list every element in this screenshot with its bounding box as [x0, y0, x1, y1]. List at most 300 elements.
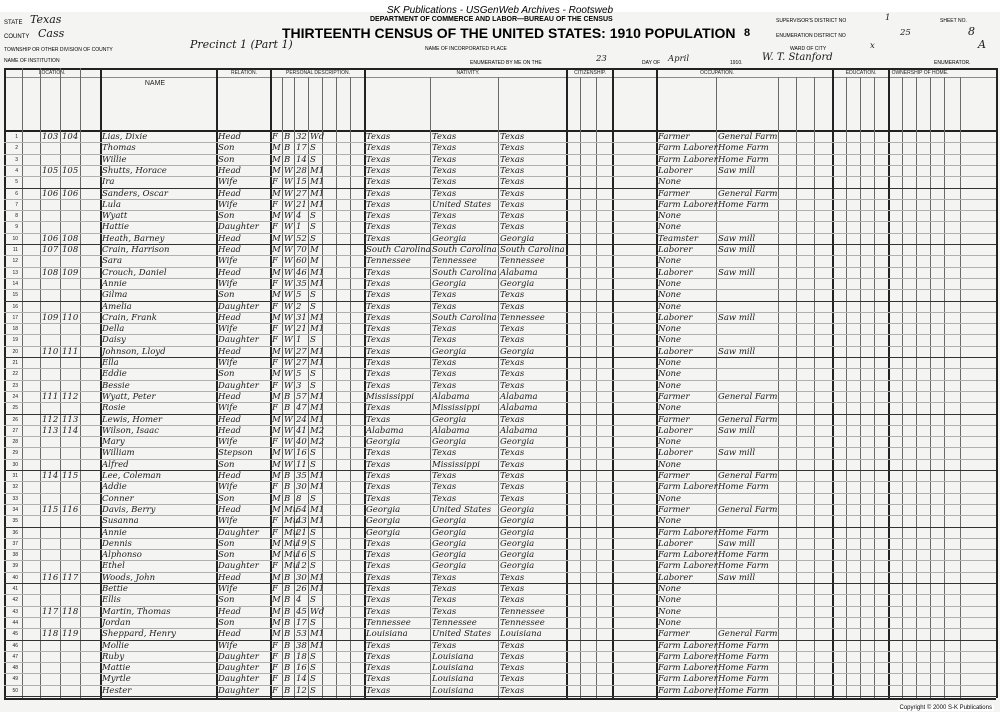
occupation: Farmer — [658, 391, 690, 402]
line-number: 28 — [12, 439, 18, 446]
father-birthplace: Georgia — [432, 437, 467, 448]
age: 60 — [296, 256, 307, 267]
sex: M — [272, 493, 281, 504]
age: 11 — [296, 459, 307, 470]
occupation: Farmer — [658, 471, 690, 481]
relation: Head — [218, 629, 241, 640]
father-birthplace: United States — [432, 629, 492, 640]
age: 26 — [296, 584, 307, 594]
marital-status: S — [310, 335, 316, 346]
mother-birthplace: Texas — [500, 301, 525, 312]
marital-status: S — [310, 369, 316, 380]
mother-birthplace: Texas — [500, 165, 525, 176]
age: 1 — [296, 335, 302, 346]
occupation: None — [658, 595, 682, 606]
industry: Home Farm — [718, 527, 769, 538]
enumerator-name: W. T. Stanford — [762, 52, 833, 63]
birthplace: Georgia — [366, 527, 401, 538]
sex: F — [272, 663, 278, 674]
father-birthplace: Texas — [432, 301, 457, 312]
enumerated-label: ENUMERATED BY ME ON THE — [470, 60, 542, 66]
age: 16 — [296, 550, 307, 561]
dwelling-number: 114 — [42, 471, 59, 481]
marital-status: M1 — [310, 629, 325, 640]
family-number: 114 — [62, 425, 79, 436]
person-name: Hattie — [102, 222, 130, 233]
industry: General Farm — [718, 132, 778, 142]
father-birthplace: Tennessee — [432, 617, 477, 628]
dwelling-number: 106 — [42, 188, 59, 199]
department-heading: DEPARTMENT OF COMMERCE AND LABOR—BUREAU OF THE CENSUS — [370, 16, 613, 23]
marital-status: M1 — [310, 267, 325, 278]
age: 5 — [296, 369, 302, 380]
line-number: 5 — [15, 179, 18, 186]
occupation: Farm Laborer — [658, 199, 718, 210]
age: 8 — [296, 493, 302, 504]
age: 70 — [296, 245, 307, 255]
occupation: Laborer — [658, 425, 693, 436]
mother-birthplace: Texas — [500, 493, 525, 504]
dwelling-number: 111 — [42, 391, 59, 402]
birthplace: Texas — [366, 143, 391, 154]
line-number: 39 — [12, 563, 18, 570]
line-number: 8 — [15, 213, 18, 220]
marital-status: M1 — [310, 504, 325, 515]
birthplace: Tennessee — [366, 617, 411, 628]
race: B — [284, 674, 291, 685]
mother-birthplace: Texas — [500, 154, 525, 165]
sex: F — [272, 132, 278, 142]
dwelling-number: 117 — [42, 606, 59, 617]
mother-birthplace: Tennessee — [500, 617, 545, 628]
line-number: 13 — [12, 269, 18, 276]
sex: F — [272, 516, 278, 527]
enumerated-month: April — [668, 54, 690, 64]
marital-status: S — [310, 550, 316, 561]
birthplace: Texas — [366, 663, 391, 674]
age: 32 — [296, 132, 307, 142]
marital-status: M1 — [310, 572, 325, 583]
marital-status: M1 — [310, 312, 325, 323]
mother-birthplace: Georgia — [500, 233, 535, 244]
enumerated-day: 23 — [596, 54, 607, 64]
occupation: Farmer — [658, 629, 690, 640]
family-number: 104 — [62, 132, 79, 142]
person-name: Annie — [102, 278, 127, 289]
race: W — [284, 346, 293, 357]
line-number: 20 — [12, 348, 18, 355]
occupation: Farm Laborer — [658, 482, 718, 493]
relation: Son — [218, 211, 235, 222]
birthplace: Texas — [366, 132, 391, 142]
copyright-footer: Copyright © 2000 S-K Publications — [899, 705, 992, 711]
sex: M — [272, 369, 281, 380]
relation: Son — [218, 290, 235, 301]
age: 1 — [296, 222, 302, 233]
line-number: 33 — [12, 495, 18, 502]
industry: Saw mill — [718, 538, 756, 549]
line-number: 7 — [15, 201, 18, 208]
father-birthplace: Texas — [432, 188, 457, 199]
race: Mu — [284, 516, 299, 527]
archive-banner — [0, 0, 1000, 16]
age: 46 — [296, 267, 307, 278]
marital-status: Wd — [310, 132, 325, 142]
person-name: Addie — [102, 482, 127, 493]
father-birthplace: Louisiana — [432, 663, 474, 674]
race: Mu — [284, 504, 299, 515]
race: B — [284, 629, 291, 640]
birthplace: Texas — [366, 358, 391, 368]
relation: Daughter — [218, 674, 259, 685]
person-name: Eddie — [102, 369, 127, 380]
line-number: 23 — [12, 382, 18, 389]
age: 21 — [296, 199, 307, 210]
age: 57 — [296, 391, 307, 402]
marital-status: S — [310, 301, 316, 312]
birthplace: Texas — [366, 538, 391, 549]
mother-birthplace: Texas — [500, 584, 525, 594]
father-birthplace: South Carolina — [432, 267, 497, 278]
industry: Saw mill — [718, 312, 756, 323]
marital-status: S — [310, 595, 316, 606]
location-head: LOCATION. — [38, 70, 66, 76]
age: 4 — [296, 211, 302, 222]
occupation: None — [658, 617, 682, 628]
birthplace: Texas — [366, 640, 391, 651]
relation-head: RELATION. — [230, 70, 258, 76]
mother-birthplace: Texas — [500, 358, 525, 368]
marital-status: S — [310, 651, 316, 662]
relation: Daughter — [218, 380, 259, 391]
occupation: Farm Laborer — [658, 143, 718, 154]
marital-status: S — [310, 538, 316, 549]
occupation: Laborer — [658, 312, 693, 323]
birthplace: Texas — [366, 335, 391, 346]
occupation: None — [658, 403, 682, 414]
marital-status: M1 — [310, 414, 325, 425]
person-name: Thomas — [102, 143, 136, 154]
marital-status: S — [310, 380, 316, 391]
sex: M — [272, 606, 281, 617]
person-name: Gilma — [102, 290, 128, 301]
line-number: 34 — [12, 506, 18, 513]
sex: M — [272, 617, 281, 628]
mother-birthplace: Texas — [500, 335, 525, 346]
birthplace: Texas — [366, 674, 391, 685]
person-name: Bettie — [102, 584, 128, 594]
mother-birthplace: Texas — [500, 471, 525, 481]
father-birthplace: Texas — [432, 324, 457, 335]
birthplace: Texas — [366, 267, 391, 278]
mother-birthplace: Georgia — [500, 504, 535, 515]
dwelling-number: 107 — [42, 245, 59, 255]
age: 27 — [296, 188, 307, 199]
age: 5 — [296, 290, 302, 301]
person-name: Dennis — [102, 538, 132, 549]
occupation: Farm Laborer — [658, 561, 718, 572]
mother-birthplace: Texas — [500, 143, 525, 154]
marital-status: Wd — [310, 606, 325, 617]
marital-status: S — [310, 222, 316, 233]
occupation: Farm Laborer — [658, 685, 718, 696]
age: 17 — [296, 143, 307, 154]
mother-birthplace: Georgia — [500, 550, 535, 561]
marital-status: M1 — [310, 391, 325, 402]
race: B — [284, 132, 291, 142]
person-name: Ellis — [102, 595, 121, 606]
marital-status: S — [310, 233, 316, 244]
mother-birthplace: Texas — [500, 132, 525, 142]
sex: M — [272, 346, 281, 357]
industry: Home Farm — [718, 685, 769, 696]
occupation: Laborer — [658, 572, 693, 583]
race: B — [284, 584, 291, 594]
father-birthplace: Georgia — [432, 516, 467, 527]
line-number: 50 — [12, 687, 18, 694]
sex: F — [272, 222, 278, 233]
industry: Home Farm — [718, 561, 769, 572]
occupation: Laborer — [658, 346, 693, 357]
person-name: William — [102, 448, 135, 459]
marital-status: M1 — [310, 177, 325, 188]
sex: F — [272, 380, 278, 391]
birthplace: Alabama — [366, 425, 404, 436]
sex: F — [272, 358, 278, 368]
ed-label: ENUMERATION DISTRICT NO — [776, 33, 846, 39]
age: 40 — [296, 437, 307, 448]
race: W — [284, 369, 293, 380]
race: W — [284, 380, 293, 391]
age: 16 — [296, 448, 307, 459]
line-number: 25 — [12, 405, 18, 412]
mother-birthplace: Texas — [500, 177, 525, 188]
line-number: 36 — [12, 529, 18, 536]
occupation-head: OCCUPATION. — [700, 70, 734, 76]
marital-status: M1 — [310, 199, 325, 210]
race: W — [284, 256, 293, 267]
sex: M — [272, 425, 281, 436]
race: W — [284, 188, 293, 199]
person-name: Davis, Berry — [102, 504, 156, 515]
occupation: Farmer — [658, 504, 690, 515]
sex: M — [272, 233, 281, 244]
marital-status: M1 — [310, 482, 325, 493]
sex: M — [272, 471, 281, 481]
mother-birthplace: Texas — [500, 199, 525, 210]
birthplace: South Carolina — [366, 245, 431, 255]
person-name: Myrtle — [102, 674, 131, 685]
sex: M — [272, 312, 281, 323]
birthplace: Texas — [366, 177, 391, 188]
family-number: 106 — [62, 188, 79, 199]
occupation: None — [658, 380, 682, 391]
father-birthplace: Mississippi — [432, 403, 480, 414]
father-birthplace: Texas — [432, 335, 457, 346]
father-birthplace: Texas — [432, 222, 457, 233]
person-name: Conner — [102, 493, 134, 504]
sex: F — [272, 324, 278, 335]
mother-birthplace: Texas — [500, 651, 525, 662]
age: 15 — [296, 177, 307, 188]
mother-birthplace: Texas — [500, 222, 525, 233]
birthplace: Texas — [366, 312, 391, 323]
sex: M — [272, 188, 281, 199]
race: W — [284, 425, 293, 436]
person-name: Sanders, Oscar — [102, 188, 168, 199]
marital-status: S — [310, 685, 316, 696]
family-number: 119 — [62, 629, 79, 640]
line-number: 4 — [15, 167, 18, 174]
family-number: 111 — [62, 346, 79, 357]
age: 53 — [296, 629, 307, 640]
family-number: 108 — [62, 245, 79, 255]
sex: F — [272, 561, 278, 572]
line-number: 41 — [12, 586, 18, 592]
race: W — [284, 312, 293, 323]
sex: M — [272, 211, 281, 222]
race: B — [284, 391, 291, 402]
relation: Wife — [218, 278, 238, 289]
nativity-head: NATIVITY. — [456, 70, 480, 76]
birthplace: Georgia — [366, 437, 401, 448]
mother-birthplace: Texas — [500, 324, 525, 335]
father-birthplace: Mississippi — [432, 459, 480, 470]
father-birthplace: Texas — [432, 132, 457, 142]
race: B — [284, 606, 291, 617]
person-name: Ruby — [102, 651, 125, 662]
age: 4 — [296, 595, 302, 606]
industry: Saw mill — [718, 425, 756, 436]
race: Mu — [284, 561, 299, 572]
dwelling-number: 108 — [42, 267, 59, 278]
mother-birthplace: Georgia — [500, 346, 535, 357]
mother-birthplace: Texas — [500, 380, 525, 391]
race: W — [284, 459, 293, 470]
line-number: 44 — [12, 619, 18, 626]
father-birthplace: South Carolina — [432, 245, 497, 255]
marital-status: S — [310, 448, 316, 459]
father-birthplace: Louisiana — [432, 651, 474, 662]
occupation: Farm Laborer — [658, 550, 718, 561]
sex: M — [272, 165, 281, 176]
occupation: None — [658, 278, 682, 289]
mother-birthplace: Tennessee — [500, 606, 545, 617]
institution-label: NAME OF INSTITUTION — [4, 58, 60, 64]
industry: Saw mill — [718, 245, 756, 255]
occupation: Farm Laborer — [658, 674, 718, 685]
relation: Head — [218, 504, 241, 515]
occupation: None — [658, 358, 682, 368]
sex: F — [272, 199, 278, 210]
birthplace: Texas — [366, 290, 391, 301]
birthplace: Texas — [366, 403, 391, 414]
occupation: None — [658, 290, 682, 301]
birthplace: Texas — [366, 493, 391, 504]
person-name: Ira — [102, 177, 115, 188]
person-name: Lias, Dixie — [102, 132, 148, 142]
race: W — [284, 222, 293, 233]
industry: Saw mill — [718, 346, 756, 357]
father-birthplace: Georgia — [432, 527, 467, 538]
ward-label: WARD OF CITY — [790, 46, 827, 52]
birthplace: Georgia — [366, 516, 401, 527]
birthplace: Texas — [366, 278, 391, 289]
person-name: Martin, Thomas — [102, 606, 171, 617]
sex: M — [272, 595, 281, 606]
day-of-label: DAY OF — [642, 60, 661, 66]
marital-status: S — [310, 561, 316, 572]
person-name: Ella — [102, 358, 119, 368]
age: 43 — [296, 516, 307, 527]
marital-status: M1 — [310, 358, 325, 368]
father-birthplace: Louisiana — [432, 685, 474, 696]
relation: Head — [218, 132, 241, 142]
age: 47 — [296, 403, 307, 414]
family-number: 113 — [62, 414, 79, 425]
group-head-rule — [4, 77, 996, 78]
race: B — [284, 640, 291, 651]
age: 19 — [296, 538, 307, 549]
state-label: STATE — [4, 20, 23, 26]
mother-birthplace: Texas — [500, 595, 525, 606]
father-birthplace: Texas — [432, 369, 457, 380]
race: W — [284, 211, 293, 222]
family-number: 112 — [62, 391, 79, 402]
birthplace: Texas — [366, 550, 391, 561]
relation: Head — [218, 188, 241, 199]
line-number: 18 — [12, 326, 18, 333]
age: 12 — [296, 561, 307, 572]
person-name: Mollie — [102, 640, 130, 651]
occupation: Laborer — [658, 245, 693, 255]
marital-status: M1 — [310, 403, 325, 414]
line-number: 2 — [15, 145, 18, 152]
birthplace: Texas — [366, 211, 391, 222]
occupation: None — [658, 211, 682, 222]
line-number: 1 — [15, 134, 18, 140]
dwelling-number: 116 — [42, 572, 59, 583]
age: 31 — [296, 312, 307, 323]
relation: Head — [218, 572, 241, 583]
father-birthplace: Texas — [432, 143, 457, 154]
line-number: 32 — [12, 484, 18, 491]
dwelling-number: 115 — [42, 504, 59, 515]
relation: Head — [218, 267, 241, 278]
occupation: None — [658, 256, 682, 267]
relation: Head — [218, 245, 241, 255]
relation: Son — [218, 538, 235, 549]
birthplace: Texas — [366, 606, 391, 617]
line-number: 30 — [12, 461, 18, 468]
birthplace: Texas — [366, 651, 391, 662]
father-birthplace: Georgia — [432, 538, 467, 549]
person-name: Susanna — [102, 516, 139, 527]
birthplace: Mississippi — [366, 391, 414, 402]
marital-status: S — [310, 290, 316, 301]
family-number: 115 — [62, 471, 79, 481]
dwelling-number: 109 — [42, 312, 59, 323]
age: 28 — [296, 165, 307, 176]
mother-birthplace: Tennessee — [500, 312, 545, 323]
marital-status: M1 — [310, 165, 325, 176]
age: 27 — [296, 358, 307, 368]
enumerator-label: ENUMERATOR. — [934, 60, 971, 66]
industry: Home Farm — [718, 651, 769, 662]
mother-birthplace: Texas — [500, 290, 525, 301]
mother-birthplace: Georgia — [500, 516, 535, 527]
occupation: Farm Laborer — [658, 527, 718, 538]
